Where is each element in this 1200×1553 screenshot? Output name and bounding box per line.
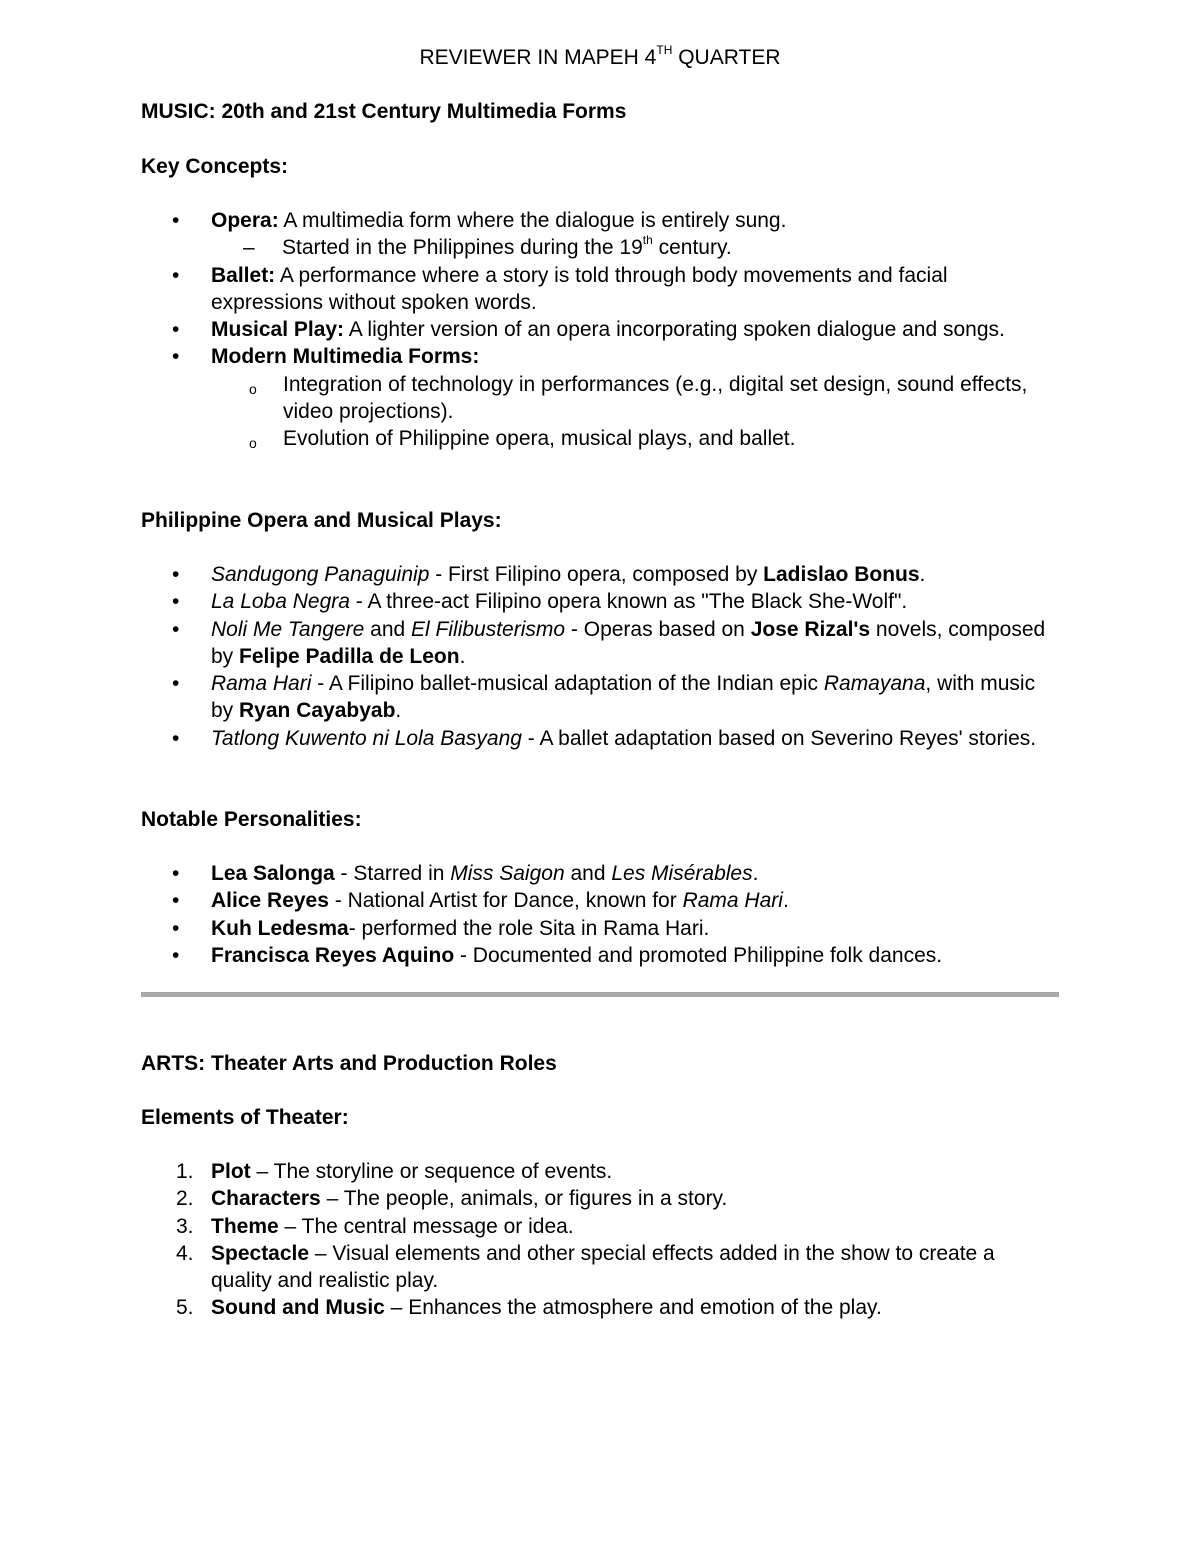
sub-list-item: o Integration of technology in performances (e.g., digital set design, sound effects, video projections).: [211, 371, 1061, 426]
item-number: 2.: [176, 1187, 194, 1211]
person-name: Kuh Ledesma: [211, 916, 349, 940]
list-item: [141, 670, 1061, 725]
description: - A Filipino ballet-musical adaptation of the Indian epic: [311, 672, 824, 696]
work-title: Tatlong Kuwento ni Lola Basyang: [211, 726, 522, 750]
description: novels, composed by: [211, 617, 1046, 668]
work-title: Les Misérables: [611, 862, 753, 885]
list-item: [141, 343, 1061, 452]
description: – Visual elements and other special effects added in the show to create a quality and realistic play.: [211, 1241, 995, 1293]
term: Sound and Music: [211, 1296, 385, 1320]
description: - Documented and promoted Philippine folk dances.: [454, 943, 943, 967]
punctuation: .: [752, 862, 759, 885]
description: - Operas based on: [565, 617, 751, 641]
person-name: Francisca Reyes Aquino: [211, 943, 455, 967]
term: Ballet:: [211, 263, 276, 287]
description: - A three-act Filipino opera known as "The Black She-Wolf".: [349, 590, 908, 614]
description: – The storyline or sequence of events.: [250, 1160, 613, 1183]
description: - A ballet adaptation based on Severino Reyes' stories.: [521, 726, 1037, 750]
description: A performance where a story is told through body movements and facial expressions without spoken words.: [211, 263, 948, 314]
section-divider: [141, 992, 1059, 997]
elements-list: [141, 1158, 1061, 1322]
sub-list-item: o Evolution of Philippine opera, musical plays, and ballet.: [211, 425, 1061, 452]
conjunction: and: [364, 617, 412, 641]
list-item: [141, 915, 1061, 942]
item-number: 5.: [176, 1296, 194, 1320]
note-superscript: th: [642, 233, 653, 248]
arts-heading: ARTS: Theater Arts and Production Roles: [141, 1052, 557, 1075]
list-item: [141, 887, 1061, 914]
description: - National Artist for Dance, known for: [328, 889, 683, 913]
work-title: Miss Saigon: [450, 862, 565, 885]
list-item: [141, 725, 1061, 752]
person-name: Jose Rizal's: [750, 617, 871, 641]
description: - First Filipino opera, composed by: [429, 563, 764, 586]
work-title: Ramayana: [823, 672, 926, 696]
term: Opera:: [211, 209, 279, 232]
punctuation: .: [395, 699, 402, 723]
title-text: REVIEWER IN MAPEH 4: [419, 46, 657, 69]
list-item: [141, 942, 1061, 969]
list-item: [141, 1185, 1061, 1212]
work-title: El Filibusterismo: [411, 617, 566, 641]
list-item: [141, 207, 1061, 262]
list-item: [141, 316, 1061, 343]
key-concepts-list: [141, 207, 1061, 453]
description: – Enhances the atmosphere and emotion of the play.: [384, 1296, 882, 1320]
punctuation: .: [459, 644, 466, 668]
person-name: Ladislao Bonus: [763, 563, 920, 586]
title-superscript: TH: [656, 43, 673, 57]
term: Spectacle: [211, 1241, 310, 1265]
description: – The central message or idea.: [278, 1214, 574, 1238]
person-name: Lea Salonga: [211, 862, 335, 885]
work-title: Sandugong Panaguinip: [211, 563, 430, 586]
note-text-end: century.: [652, 236, 732, 260]
personalities-list: [141, 860, 1061, 969]
work-title: La Loba Negra: [211, 590, 350, 614]
item-number: 3.: [176, 1214, 194, 1238]
list-item: [141, 262, 1061, 317]
term: Characters: [211, 1187, 321, 1211]
philippine-opera-list: [141, 561, 1061, 752]
punctuation: .: [782, 889, 789, 913]
person-name: Felipe Padilla de Leon: [239, 644, 460, 668]
term: Musical Play:: [211, 318, 345, 342]
term: Plot: [211, 1160, 251, 1183]
person-name: Alice Reyes: [211, 889, 329, 913]
note-text: Started in the Philippines during the 19: [282, 236, 643, 260]
list-item: [141, 1158, 1061, 1185]
work-title: Rama Hari: [211, 672, 312, 696]
term: Theme: [211, 1214, 279, 1238]
sub-list: [211, 371, 1061, 453]
list-item: [141, 1213, 1061, 1240]
list-item: [141, 860, 1061, 887]
description: A lighter version of an opera incorporating spoken dialogue and songs.: [344, 318, 1005, 342]
item-number: 4.: [176, 1241, 194, 1265]
list-item: [141, 1240, 1061, 1295]
description: - Starred in: [334, 862, 451, 885]
elements-of-theater-heading: Elements of Theater:: [141, 1106, 349, 1129]
list-item: [141, 588, 1061, 615]
person-name: Ryan Cayabyab: [239, 699, 396, 723]
page-title: [0, 44, 1200, 71]
description: , with music by: [211, 672, 1036, 723]
list-item: [141, 1294, 1061, 1321]
philippine-opera-heading: Philippine Opera and Musical Plays:: [141, 509, 502, 532]
description: - performed the role Sita in Rama Hari.: [348, 916, 710, 940]
title-text-end: QUARTER: [672, 46, 781, 69]
list-item: [141, 561, 1061, 588]
item-number: 1.: [176, 1160, 194, 1183]
work-title: Rama Hari: [682, 889, 783, 913]
key-concepts-heading: Key Concepts:: [141, 155, 289, 178]
conjunction: and: [564, 862, 612, 885]
opera-note: [141, 234, 1061, 261]
music-heading: MUSIC: 20th and 21st Century Multimedia Forms: [141, 100, 627, 123]
work-title: Noli Me Tangere: [211, 617, 365, 641]
description: – The people, animals, or figures in a story.: [320, 1187, 728, 1211]
punctuation: .: [919, 563, 926, 586]
term: Modern Multimedia Forms:: [211, 345, 480, 369]
notable-personalities-heading: Notable Personalities:: [141, 808, 362, 831]
list-item: [141, 616, 1061, 671]
description: A multimedia form where the dialogue is entirely sung.: [278, 209, 787, 232]
